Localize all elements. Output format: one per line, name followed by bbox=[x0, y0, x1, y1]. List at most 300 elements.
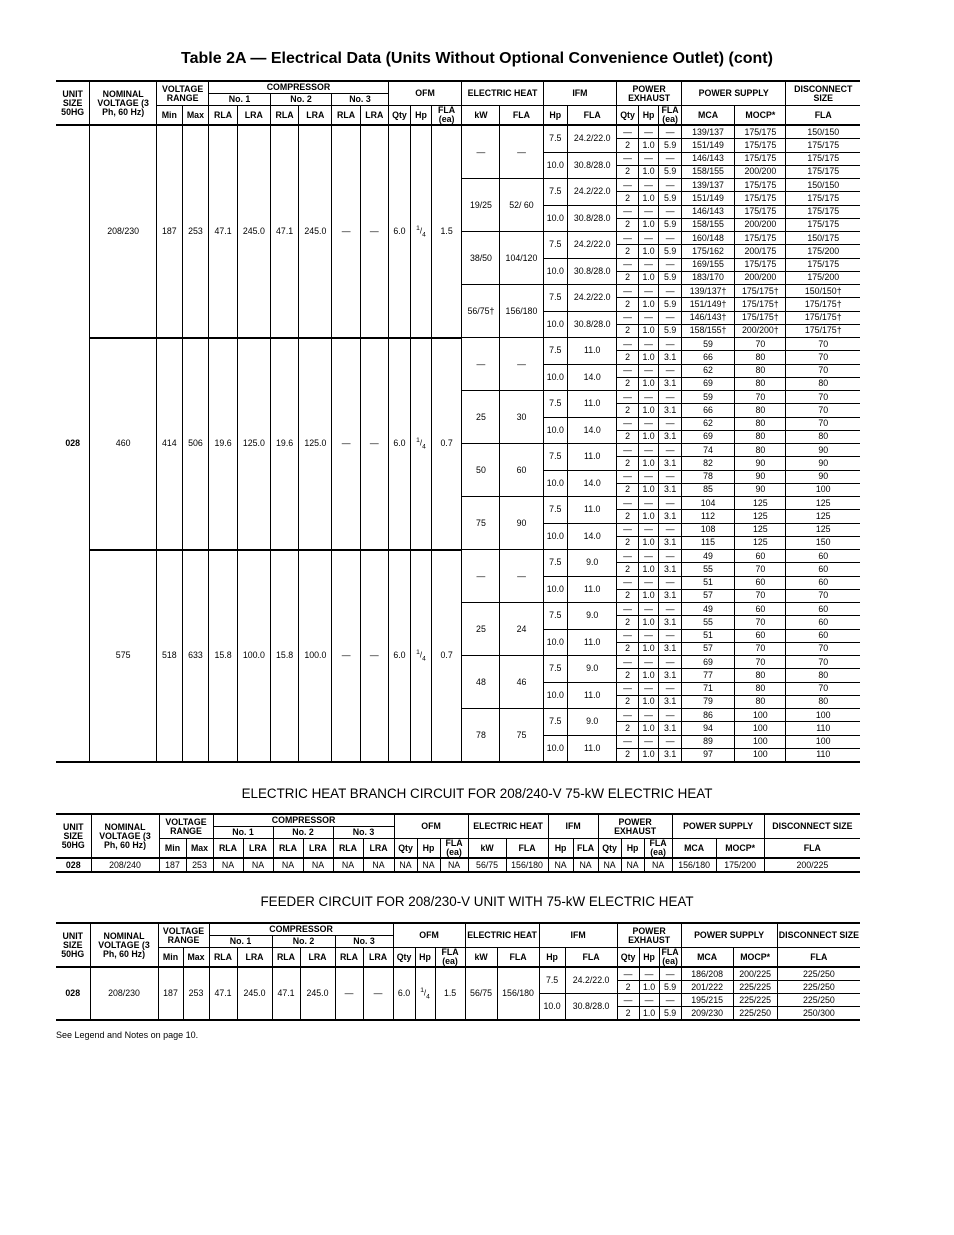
mocp-cell: 175/175 bbox=[735, 152, 786, 165]
disconnect-fla-cell: 70 bbox=[786, 338, 860, 351]
mocp-cell: 60 bbox=[735, 550, 786, 563]
feeder-heat-fla-cell: 156/180 bbox=[497, 967, 539, 1020]
group-ofm-qty-cell: 6.0 bbox=[388, 338, 411, 550]
mocp-cell: 200/200 bbox=[735, 165, 786, 178]
pe-hp-cell: — bbox=[638, 232, 659, 245]
col-voltage-range: VOLTAGE RANGE bbox=[156, 81, 208, 106]
col-rla: RLA bbox=[270, 106, 299, 126]
col-disconnect-size: DISCONNECT SIZE bbox=[786, 81, 860, 106]
pe-fla-cell: 3.1 bbox=[659, 642, 682, 655]
col-electric-heat: ELECTRIC HEAT bbox=[462, 81, 543, 106]
group-lra3-cell: — bbox=[360, 125, 388, 338]
branch-cell: 028 bbox=[56, 858, 91, 872]
pe-qty-cell: — bbox=[617, 497, 639, 510]
mca-cell: 82 bbox=[681, 457, 734, 470]
pe-hp-cell: — bbox=[638, 603, 659, 616]
pe-hp-cell: — bbox=[638, 205, 659, 218]
table-row bbox=[56, 550, 860, 563]
pe-fla-cell: 3.1 bbox=[659, 483, 682, 496]
ifm-hp-cell: 7.5 bbox=[543, 391, 568, 418]
col-ofm: OFM bbox=[393, 923, 465, 948]
branch-cell: NA bbox=[417, 858, 440, 872]
group-ofm-fla-cell: 0.7 bbox=[431, 338, 462, 550]
pe-qty-cell: — bbox=[617, 417, 639, 430]
group-rla1-cell: 47.1 bbox=[209, 125, 238, 338]
col-rla: RLA bbox=[333, 839, 363, 859]
pe-fla-cell: 5.9 bbox=[659, 324, 682, 337]
pe-hp-cell: 1.0 bbox=[638, 457, 659, 470]
disconnect-fla-cell: 60 bbox=[786, 616, 860, 629]
pe-qty-cell: — bbox=[617, 576, 639, 589]
pe-fla-cell: 3.1 bbox=[659, 695, 682, 708]
heat-kw-cell: — bbox=[462, 338, 500, 391]
disconnect-fla-cell: 90 bbox=[786, 470, 860, 483]
pe-hp-cell: — bbox=[638, 391, 659, 404]
pe-hp-cell: 1.0 bbox=[638, 139, 659, 152]
pe-fla-cell: — bbox=[659, 682, 682, 695]
pe-qty-cell: 2 bbox=[617, 589, 639, 602]
disconnect-fla-cell: 100 bbox=[786, 709, 860, 722]
group-lra2-cell: 100.0 bbox=[299, 550, 332, 763]
ifm-hp-cell: 10.0 bbox=[543, 682, 568, 709]
heat-fla-cell: 52/ 60 bbox=[500, 179, 543, 232]
heat-fla-cell: 60 bbox=[500, 444, 543, 497]
feeder-rla1-cell: 47.1 bbox=[209, 967, 237, 1020]
pe-qty-cell: — bbox=[617, 603, 639, 616]
mocp-cell: 70 bbox=[735, 589, 786, 602]
col-no3: No. 3 bbox=[333, 827, 394, 839]
pe-hp-cell: — bbox=[639, 967, 659, 981]
pe-qty-cell: 2 bbox=[617, 139, 639, 152]
feeder-lra1-cell: 245.0 bbox=[237, 967, 272, 1020]
col-hp: Hp bbox=[543, 106, 568, 126]
pe-qty-cell: — bbox=[617, 285, 639, 298]
mocp-cell: 70 bbox=[735, 563, 786, 576]
feeder-circuit-table bbox=[56, 922, 860, 1021]
branch-cell: 56/75 bbox=[468, 858, 506, 872]
col-power-supply: POWER SUPPLY bbox=[681, 81, 786, 106]
ifm-hp-cell: 7.5 bbox=[543, 444, 568, 471]
electrical-data-table bbox=[56, 80, 860, 763]
disconnect-fla-cell: 80 bbox=[786, 377, 860, 390]
col-ofm: OFM bbox=[394, 814, 468, 839]
mca-cell: 57 bbox=[681, 642, 734, 655]
branch-cell: NA bbox=[644, 858, 672, 872]
mca-cell: 69 bbox=[681, 656, 734, 669]
branch-cell: NA bbox=[621, 858, 644, 872]
ifm-hp-cell: 10.0 bbox=[543, 205, 568, 232]
pe-hp-cell: — bbox=[638, 629, 659, 642]
pe-hp-cell: — bbox=[638, 709, 659, 722]
ifm-hp-cell: 10.0 bbox=[543, 417, 568, 444]
pe-qty-cell: — bbox=[617, 470, 639, 483]
col-fla: FLA bbox=[786, 106, 860, 126]
heat-kw-cell: 50 bbox=[462, 444, 500, 497]
mocp-cell: 125 bbox=[735, 497, 786, 510]
col-qty: Qty bbox=[394, 839, 417, 859]
pe-qty-cell: — bbox=[617, 364, 639, 377]
pe-hp-cell: 1.0 bbox=[638, 642, 659, 655]
pe-qty-cell: 2 bbox=[617, 324, 639, 337]
ifm-fla-cell: 30.8/28.0 bbox=[568, 311, 617, 338]
mocp-cell: 100 bbox=[735, 722, 786, 735]
disconnect-fla-cell: 100 bbox=[786, 735, 860, 748]
table-row bbox=[56, 858, 860, 872]
disconnect-fla-cell: 225/250 bbox=[777, 981, 860, 994]
mca-cell: 115 bbox=[681, 536, 734, 549]
col-max: Max bbox=[182, 106, 209, 126]
pe-hp-cell: — bbox=[638, 417, 659, 430]
mca-cell: 158/155 bbox=[681, 218, 734, 231]
group-ofm-hp-cell: $^1/_4$ bbox=[411, 125, 432, 338]
ifm-fla-cell: 24.2/22.0 bbox=[568, 232, 617, 259]
mocp-cell: 200/225 bbox=[733, 967, 777, 981]
heat-fla-cell: 75 bbox=[500, 709, 543, 763]
pe-qty-cell: 2 bbox=[617, 218, 639, 231]
mocp-cell: 80 bbox=[735, 404, 786, 417]
col-hp: Hp bbox=[539, 948, 565, 968]
mocp-cell: 175/175 bbox=[735, 232, 786, 245]
col-no3: No. 3 bbox=[335, 936, 393, 948]
pe-qty-cell: 2 bbox=[617, 377, 639, 390]
col-hp: Hp bbox=[548, 839, 573, 859]
group-ofm-qty-cell: 6.0 bbox=[388, 550, 411, 763]
col-kw: kW bbox=[468, 839, 506, 859]
pe-fla-cell: 3.1 bbox=[659, 616, 682, 629]
ifm-fla-cell: 14.0 bbox=[568, 417, 617, 444]
ifm-hp-cell: 10.0 bbox=[543, 470, 568, 497]
col-kw: kW bbox=[465, 948, 497, 968]
ifm-hp-cell: 7.5 bbox=[543, 125, 568, 152]
group-lra2-cell: 245.0 bbox=[299, 125, 332, 338]
ifm-fla-cell: 11.0 bbox=[568, 682, 617, 709]
mca-cell: 169/155 bbox=[681, 258, 734, 271]
mocp-cell: 60 bbox=[735, 603, 786, 616]
mca-cell: 209/230 bbox=[681, 1007, 733, 1021]
ifm-fla-cell: 11.0 bbox=[568, 391, 617, 418]
feeder-rla3-cell: — bbox=[335, 967, 363, 1020]
branch-cell: 156/180 bbox=[672, 858, 716, 872]
col-rla: RLA bbox=[272, 948, 300, 968]
disconnect-fla-cell: 80 bbox=[786, 430, 860, 443]
mocp-cell: 80 bbox=[735, 444, 786, 457]
disconnect-fla-cell: 175/200 bbox=[786, 271, 860, 284]
pe-qty-cell: 2 bbox=[617, 245, 639, 258]
mocp-cell: 90 bbox=[735, 457, 786, 470]
group-lra1-cell: 125.0 bbox=[237, 338, 270, 550]
pe-qty-cell: 2 bbox=[617, 642, 639, 655]
pe-qty-cell: — bbox=[617, 709, 639, 722]
heat-kw-cell: — bbox=[462, 550, 500, 603]
pe-hp-cell: 1.0 bbox=[638, 192, 659, 205]
col-mocp: MOCP* bbox=[735, 106, 786, 126]
mca-cell: 201/222 bbox=[681, 981, 733, 994]
mca-cell: 66 bbox=[681, 351, 734, 364]
branch-cell: NA bbox=[548, 858, 573, 872]
col-no1: No. 1 bbox=[209, 94, 271, 106]
col-min: Min bbox=[159, 839, 186, 859]
pe-hp-cell: — bbox=[638, 444, 659, 457]
mocp-cell: 175/175† bbox=[735, 311, 786, 324]
ifm-hp-cell: 10.0 bbox=[543, 629, 568, 656]
pe-fla-cell: — bbox=[659, 656, 682, 669]
heat-fla-cell: 90 bbox=[500, 497, 543, 550]
ifm-fla-cell: 11.0 bbox=[568, 497, 617, 524]
col-qty: Qty bbox=[388, 106, 411, 126]
branch-cell: NA bbox=[598, 858, 621, 872]
group-lra2-cell: 125.0 bbox=[299, 338, 332, 550]
mocp-cell: 70 bbox=[735, 338, 786, 351]
pe-fla-cell: 3.1 bbox=[659, 536, 682, 549]
pe-fla-cell: — bbox=[659, 576, 682, 589]
disconnect-fla-cell: 150/175 bbox=[786, 232, 860, 245]
mca-cell: 146/143 bbox=[681, 152, 734, 165]
branch-cell: NA bbox=[243, 858, 273, 872]
feeder-max-cell: 253 bbox=[183, 967, 209, 1020]
ifm-hp-cell: 7.5 bbox=[543, 179, 568, 206]
pe-qty-cell: 2 bbox=[617, 192, 639, 205]
pe-qty-cell: 2 bbox=[617, 981, 639, 994]
ifm-hp-cell: 7.5 bbox=[543, 232, 568, 259]
pe-qty-cell: 2 bbox=[617, 404, 639, 417]
col-fla: FLA bbox=[497, 948, 539, 968]
ifm-fla-cell: 11.0 bbox=[568, 576, 617, 603]
col-power-exhaust: POWER EXHAUST bbox=[617, 923, 681, 948]
pe-fla-cell: 3.1 bbox=[659, 351, 682, 364]
group-rla2-cell: 19.6 bbox=[270, 338, 299, 550]
pe-fla-cell: 5.9 bbox=[659, 165, 682, 178]
ifm-fla-cell: 14.0 bbox=[568, 364, 617, 391]
pe-hp-cell: 1.0 bbox=[638, 669, 659, 682]
mocp-cell: 175/175† bbox=[735, 298, 786, 311]
disconnect-fla-cell: 70 bbox=[786, 417, 860, 430]
mocp-cell: 80 bbox=[735, 669, 786, 682]
heat-fla-cell: 24 bbox=[500, 603, 543, 656]
heat-kw-cell: 48 bbox=[462, 656, 500, 709]
ifm-hp-cell: 10.0 bbox=[543, 258, 568, 285]
pe-hp-cell: — bbox=[638, 338, 659, 351]
pe-fla-cell: 5.9 bbox=[659, 1007, 681, 1021]
col-rla: RLA bbox=[273, 839, 303, 859]
group-rla2-cell: 15.8 bbox=[270, 550, 299, 763]
branch-circuit-table bbox=[56, 813, 860, 873]
col-qty: Qty bbox=[393, 948, 415, 968]
pe-fla-cell: 5.9 bbox=[659, 981, 681, 994]
pe-hp-cell: 1.0 bbox=[638, 722, 659, 735]
ifm-fla-cell: 30.8/28.0 bbox=[565, 994, 617, 1021]
pe-fla-cell: — bbox=[659, 603, 682, 616]
mocp-cell: 175/175 bbox=[735, 258, 786, 271]
pe-qty-cell: 2 bbox=[617, 271, 639, 284]
mocp-cell: 225/250 bbox=[733, 1007, 777, 1021]
heat-kw-cell: 25 bbox=[462, 391, 500, 444]
disconnect-fla-cell: 70 bbox=[786, 391, 860, 404]
branch-cell: NA bbox=[303, 858, 333, 872]
pe-fla-cell: 3.1 bbox=[659, 377, 682, 390]
pe-fla-cell: — bbox=[659, 285, 682, 298]
col-fla: FLA bbox=[506, 839, 548, 859]
pe-fla-cell: 5.9 bbox=[659, 298, 682, 311]
mca-cell: 62 bbox=[681, 417, 734, 430]
mca-cell: 146/143† bbox=[681, 311, 734, 324]
pe-fla-cell: 3.1 bbox=[659, 457, 682, 470]
disconnect-fla-cell: 60 bbox=[786, 563, 860, 576]
col-compressor: COMPRESSOR bbox=[213, 814, 394, 827]
pe-qty-cell: — bbox=[617, 994, 639, 1007]
group-lra3-cell: — bbox=[360, 338, 388, 550]
col-compressor: COMPRESSOR bbox=[209, 81, 388, 94]
disconnect-fla-cell: 125 bbox=[786, 523, 860, 536]
disconnect-fla-cell: 110 bbox=[786, 748, 860, 762]
unit-size-cell: 028 bbox=[56, 967, 90, 1020]
group-voltage-cell: 575 bbox=[90, 550, 157, 763]
pe-hp-cell: — bbox=[638, 364, 659, 377]
col-disconnect-size: DISCONNECT SIZE bbox=[764, 814, 860, 839]
pe-qty-cell: 2 bbox=[617, 669, 639, 682]
col-mocp: MOCP* bbox=[733, 948, 777, 968]
col-fla: FLA bbox=[777, 948, 860, 968]
col-fla: FLA bbox=[573, 839, 598, 859]
mca-cell: 151/149 bbox=[681, 139, 734, 152]
mocp-cell: 80 bbox=[735, 682, 786, 695]
mca-cell: 69 bbox=[681, 430, 734, 443]
col-unit-size: UNIT SIZE 50HG bbox=[56, 81, 90, 125]
electrical-data-body bbox=[56, 125, 860, 762]
heat-kw-cell: 78 bbox=[462, 709, 500, 763]
heat-fla-cell: — bbox=[500, 125, 543, 179]
pe-qty-cell: — bbox=[617, 523, 639, 536]
mca-cell: 186/208 bbox=[681, 967, 733, 981]
pe-hp-cell: 1.0 bbox=[638, 563, 659, 576]
mocp-cell: 60 bbox=[735, 576, 786, 589]
col-lra: LRA bbox=[360, 106, 388, 126]
pe-qty-cell: 2 bbox=[617, 563, 639, 576]
pe-fla-cell: — bbox=[659, 152, 682, 165]
disconnect-fla-cell: 175/175 bbox=[786, 192, 860, 205]
mca-cell: 55 bbox=[681, 563, 734, 576]
group-ofm-hp-cell: $^1/_4$ bbox=[411, 550, 432, 763]
mca-cell: 55 bbox=[681, 616, 734, 629]
mocp-cell: 70 bbox=[735, 656, 786, 669]
pe-qty-cell: 2 bbox=[617, 351, 639, 364]
ifm-hp-cell: 7.5 bbox=[543, 550, 568, 577]
disconnect-fla-cell: 80 bbox=[786, 695, 860, 708]
ifm-fla-cell: 30.8/28.0 bbox=[568, 205, 617, 232]
disconnect-fla-cell: 90 bbox=[786, 457, 860, 470]
pe-fla-cell: — bbox=[659, 497, 682, 510]
col-disconnect-size: DISCONNECT SIZE bbox=[777, 923, 860, 948]
table-row bbox=[56, 338, 860, 351]
col-voltage-range: VOLTAGE RANGE bbox=[158, 923, 209, 948]
branch-circuit-title: ELECTRIC HEAT BRANCH CIRCUIT FOR 208/240-V 75-kW ELECTRIC HEAT bbox=[241, 786, 713, 801]
col-nominal-voltage: NOMINAL VOLTAGE (3 Ph, 60 Hz) bbox=[90, 923, 158, 967]
ifm-fla-cell: 9.0 bbox=[568, 709, 617, 736]
pe-qty-cell: — bbox=[617, 391, 639, 404]
col-nominal-voltage: NOMINAL VOLTAGE (3 Ph, 60 Hz) bbox=[90, 81, 157, 125]
mca-cell: 175/162 bbox=[681, 245, 734, 258]
col-kw: kW bbox=[462, 106, 500, 126]
mca-cell: 59 bbox=[681, 338, 734, 351]
branch-cell: NA bbox=[333, 858, 363, 872]
mca-cell: 57 bbox=[681, 589, 734, 602]
pe-qty-cell: 2 bbox=[617, 722, 639, 735]
pe-fla-cell: — bbox=[659, 417, 682, 430]
ifm-hp-cell: 7.5 bbox=[543, 285, 568, 312]
col-min: Min bbox=[156, 106, 182, 126]
pe-hp-cell: — bbox=[638, 311, 659, 324]
pe-qty-cell: — bbox=[617, 179, 639, 192]
col-electric-heat: ELECTRIC HEAT bbox=[468, 814, 548, 839]
pe-qty-cell: — bbox=[617, 232, 639, 245]
col-nominal-voltage: NOMINAL VOLTAGE (3 Ph, 60 Hz) bbox=[91, 814, 159, 858]
heat-kw-cell: 25 bbox=[462, 603, 500, 656]
disconnect-fla-cell: 225/250 bbox=[777, 994, 860, 1007]
disconnect-fla-cell: 70 bbox=[786, 364, 860, 377]
col-voltage-range: VOLTAGE RANGE bbox=[159, 814, 213, 839]
disconnect-fla-cell: 175/175† bbox=[786, 311, 860, 324]
ifm-hp-cell: 10.0 bbox=[543, 523, 568, 550]
branch-cell: NA bbox=[573, 858, 598, 872]
branch-cell: 253 bbox=[186, 858, 213, 872]
pe-hp-cell: 1.0 bbox=[638, 218, 659, 231]
branch-cell: 200/225 bbox=[764, 858, 860, 872]
mocp-cell: 125 bbox=[735, 510, 786, 523]
disconnect-fla-cell: 70 bbox=[786, 642, 860, 655]
col-rla: RLA bbox=[332, 106, 361, 126]
disconnect-fla-cell: 175/200 bbox=[786, 245, 860, 258]
feeder-ofm-fla-cell: 1.5 bbox=[435, 967, 465, 1020]
mocp-cell: 225/225 bbox=[733, 994, 777, 1007]
mca-cell: 112 bbox=[681, 510, 734, 523]
col-hp: Hp bbox=[417, 839, 440, 859]
mocp-cell: 80 bbox=[735, 351, 786, 364]
mocp-cell: 200/175 bbox=[735, 245, 786, 258]
pe-hp-cell: — bbox=[638, 497, 659, 510]
pe-qty-cell: — bbox=[617, 258, 639, 271]
pe-qty-cell: 2 bbox=[617, 510, 639, 523]
col-fla: FLA bbox=[568, 106, 617, 126]
mocp-cell: 100 bbox=[735, 748, 786, 762]
mocp-cell: 175/175 bbox=[735, 205, 786, 218]
ifm-hp-cell: 7.5 bbox=[543, 603, 568, 630]
col-rla: RLA bbox=[213, 839, 243, 859]
pe-qty-cell: — bbox=[617, 311, 639, 324]
group-min-cell: 518 bbox=[156, 550, 182, 763]
branch-circuit-body bbox=[56, 858, 860, 872]
pe-fla-cell: — bbox=[659, 444, 682, 457]
mocp-cell: 90 bbox=[735, 483, 786, 496]
mca-cell: 51 bbox=[681, 629, 734, 642]
group-rla3-cell: — bbox=[332, 125, 361, 338]
group-rla3-cell: — bbox=[332, 338, 361, 550]
mca-cell: 79 bbox=[681, 695, 734, 708]
mca-cell: 139/137 bbox=[681, 125, 734, 139]
pe-hp-cell: 1.0 bbox=[638, 536, 659, 549]
disconnect-fla-cell: 90 bbox=[786, 444, 860, 457]
unit-size-cell: 028 bbox=[56, 125, 90, 762]
pe-fla-cell: — bbox=[659, 258, 682, 271]
mocp-cell: 70 bbox=[735, 391, 786, 404]
col-hp: Hp bbox=[411, 106, 432, 126]
disconnect-fla-cell: 175/175 bbox=[786, 258, 860, 271]
ifm-fla-cell: 24.2/22.0 bbox=[565, 967, 617, 994]
mca-cell: 151/149 bbox=[681, 192, 734, 205]
feeder-min-cell: 187 bbox=[158, 967, 183, 1020]
col-fla-ea: FLA (ea) bbox=[659, 948, 681, 968]
ifm-hp-cell: 10.0 bbox=[543, 311, 568, 338]
pe-qty-cell: — bbox=[617, 550, 639, 563]
ifm-fla-cell: 14.0 bbox=[568, 470, 617, 497]
